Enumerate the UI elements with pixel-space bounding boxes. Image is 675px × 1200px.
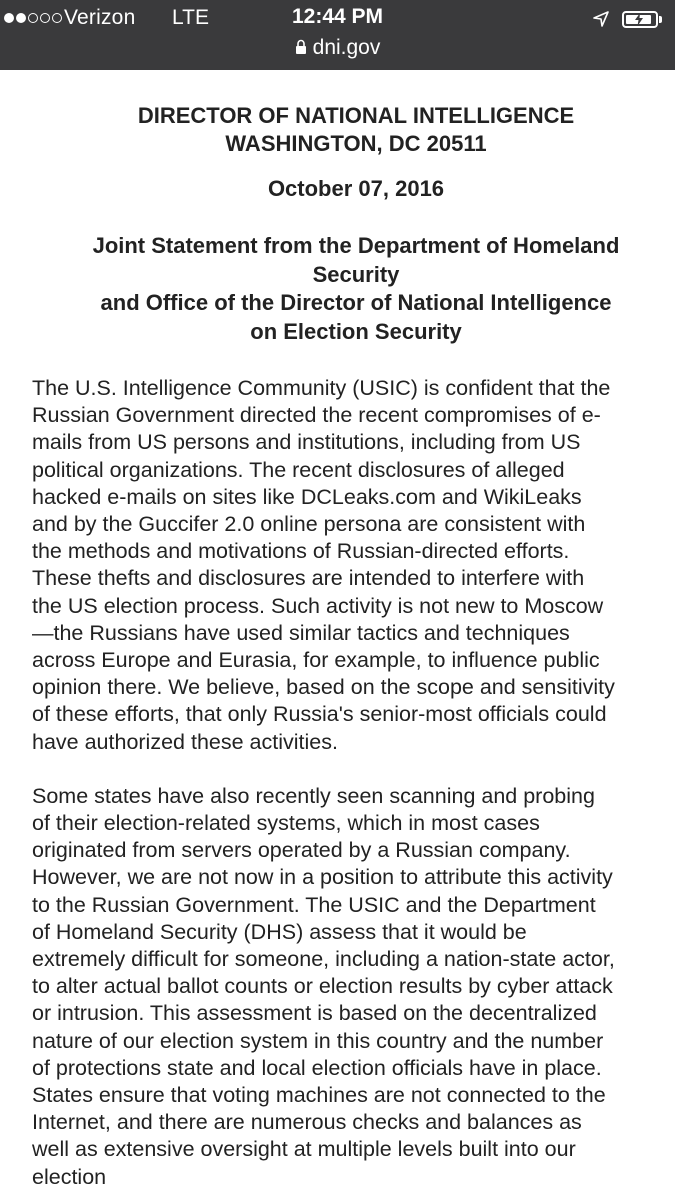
title-line: and Office of the Director of National Intelligence (100, 290, 612, 316)
lock-icon (295, 37, 307, 61)
paragraph-2 (32, 783, 675, 1191)
text-line: The U.S. Intelligence Community (USIC) is confident that the (32, 376, 611, 400)
text-line: and by the Guccifer 2.0 online persona are consistent with (32, 512, 586, 537)
document-page[interactable] (0, 70, 675, 1200)
text-line: to the Russian Government. The USIC and the Department (32, 892, 596, 917)
text-line: of protections state and local election officials have in place. (32, 1055, 602, 1080)
url-text: dni.gov (312, 36, 381, 59)
text-line: the US election process. Such activity is not new to Moscow (32, 593, 604, 618)
text-line: across Europe and Eurasia, for example, to influence public (32, 648, 600, 673)
statement-title (0, 232, 675, 347)
text-line: hacked e-mails on sites like DCLeaks.com and WikiLeaks (32, 484, 582, 509)
text-line: Russian Government directed the recent compromises of e- (32, 403, 601, 428)
text-line: Internet, and there are numerous checks and balances as (32, 1110, 582, 1135)
text-line: However, we are not now in a position to attribute this activity (32, 865, 613, 890)
title-line: Security (312, 261, 400, 287)
text-line: opinion there. We believe, based on the scope and sensitivity (32, 675, 615, 700)
text-line: mails from US persons and institutions, including from US (32, 430, 581, 455)
paragraph-1 (32, 375, 675, 756)
text-line: originated from servers operated by a Russian company. (32, 838, 571, 863)
charging-bolt-icon (634, 13, 644, 31)
location-arrow-icon (592, 10, 610, 33)
battery-icon (622, 11, 658, 28)
status-time: 12:44 PM (291, 5, 384, 28)
text-line: nature of our election system in this country and the number (32, 1028, 604, 1053)
carrier-name: Verizon (64, 6, 136, 29)
text-line: States ensure that voting machines are not connected to the (32, 1083, 606, 1108)
network-type: LTE (172, 6, 209, 29)
text-line: election (32, 1164, 107, 1189)
text-line: or intrusion. This assessment is based on the decentralized (32, 1001, 597, 1026)
address-bar[interactable] (0, 36, 675, 64)
status-row (0, 4, 675, 34)
text-line: the methods and motivations of Russian-directed efforts. (32, 539, 570, 564)
text-line: Some states have also recently seen scanning and probing (32, 783, 595, 808)
battery-tip (659, 16, 662, 23)
text-line: of these efforts, that only Russia's senior-most officials could (32, 702, 607, 727)
statement-date: October 07, 2016 (267, 176, 445, 201)
text-line: to alter actual ballot counts or election results by cyber attack (32, 974, 613, 999)
text-line: political organizations. The recent disclosures of alleged (32, 457, 565, 482)
title-line: on Election Security (250, 319, 462, 345)
text-line: extremely difficult for someone, including a nation-state actor, (32, 947, 615, 972)
title-line: Joint Statement from the Department of Homeland (92, 233, 620, 258)
status-bar (0, 0, 675, 70)
text-line: well as extensive oversight at multiple levels built into our (32, 1137, 576, 1162)
text-line: —the Russians have used similar tactics and techniques (32, 620, 570, 645)
letterhead (0, 102, 675, 158)
letterhead-line: WASHINGTON, DC 20511 (225, 131, 487, 156)
text-line: These thefts and disclosures are intended to interfere with (32, 566, 585, 591)
text-line: of their election-related systems, which in most cases (32, 811, 540, 836)
text-line: have authorized these activities. (32, 729, 338, 754)
text-line: of Homeland Security (DHS) assess that it would be (32, 919, 527, 944)
statement-body (32, 375, 675, 1200)
letterhead-line: DIRECTOR OF NATIONAL INTELLIGENCE (137, 103, 575, 128)
